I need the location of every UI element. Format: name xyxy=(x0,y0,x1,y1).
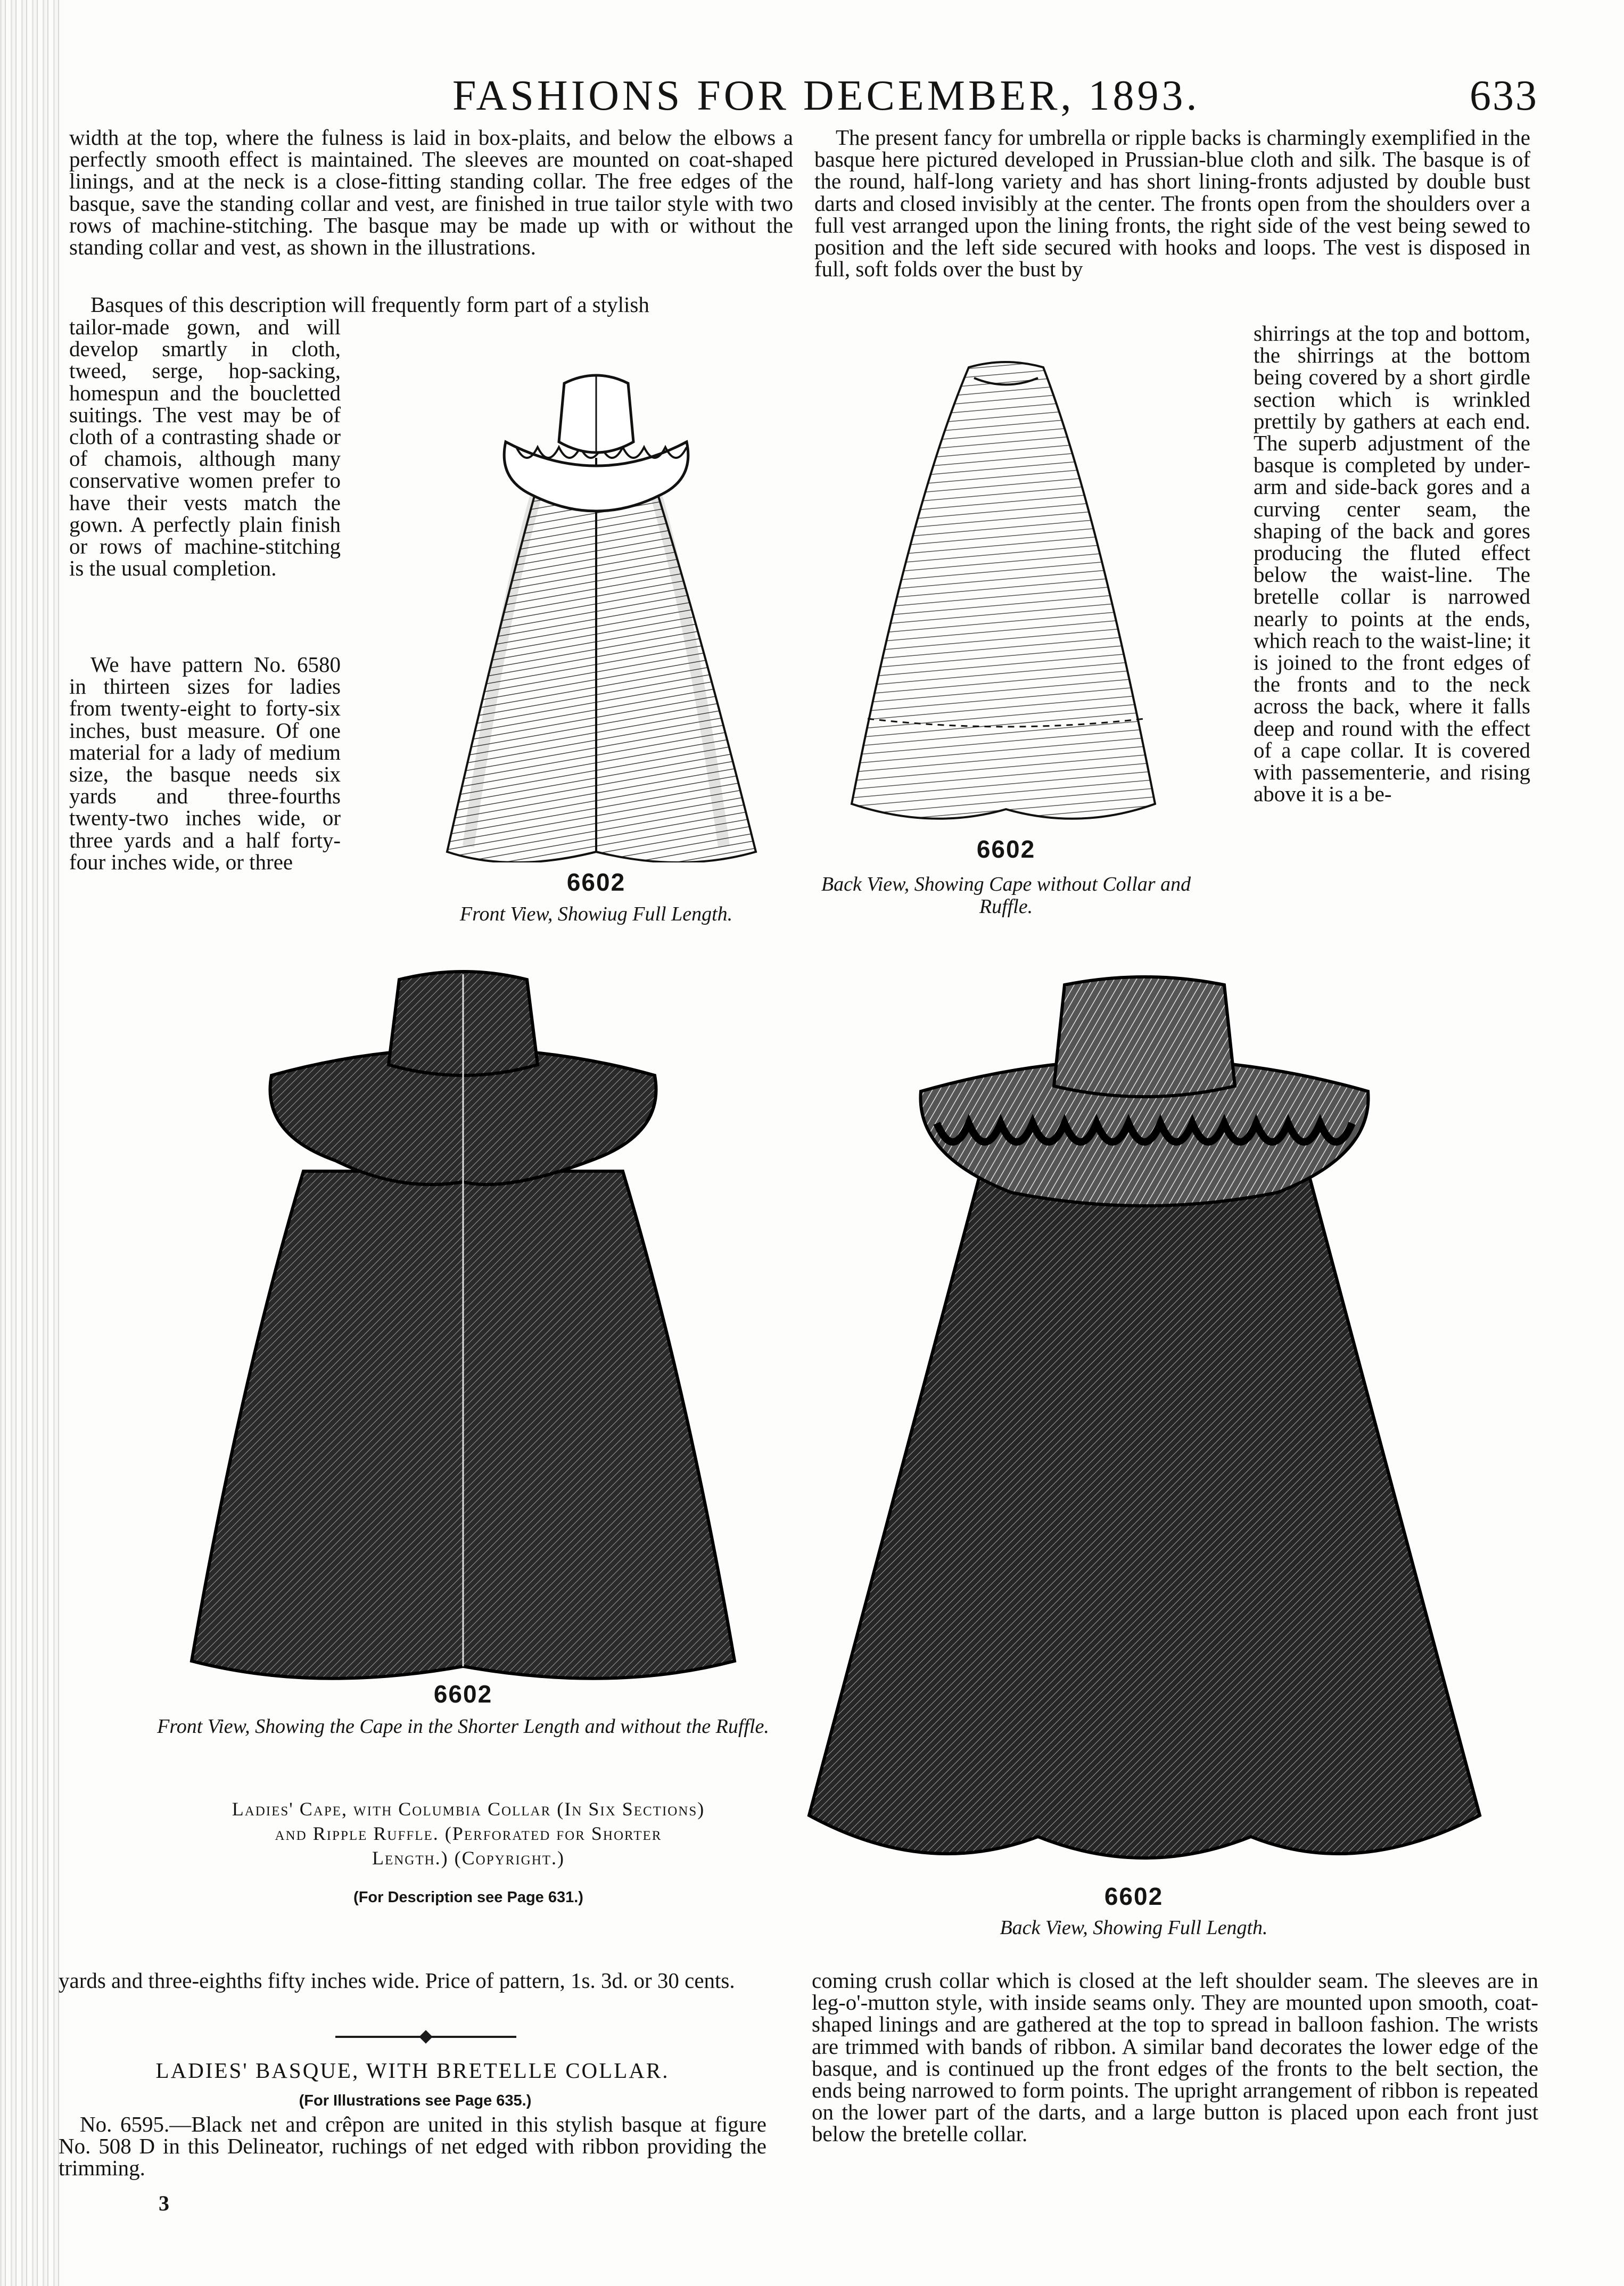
page-header xyxy=(452,72,1538,122)
left-paragraph-2-intro: Basques of this description will frequently form part of a stylish xyxy=(90,292,649,317)
section-divider-ornament xyxy=(419,2030,432,2043)
figure-3-number: 6602 xyxy=(433,1680,493,1708)
cape-title-line-3: Length.) (Copyright.) xyxy=(372,1847,565,1869)
basque-illustrations-reference: (For Illustrations see Page 635.) xyxy=(299,2092,532,2109)
right-paragraph-1: The present fancy for umbrella or ripple backs is charmingly exemplified in the basque here pictured developed in Prussian-blue cloth and silk. The basque is of the round, half-long variety and has short lining-fronts adjusted by double bust darts and closed invisibly at the center. The fronts open from the shoulders over a full vest arranged upon the lining fronts, the right side of the vest being sewed to position and the left side secured with hooks and loops. The vest is disposed in full, soft folds over the bust by xyxy=(814,125,1530,282)
cape-back-full-illustration xyxy=(798,964,1490,1943)
left-paragraph-3: We have pattern No. 6580 in thirteen sizes for ladies from twenty-eight to forty-six inches, bust measure. Of one material for a lady of medium size, the basque needs six yards and three-fourths twenty-two inches wide, or three yards and a half forty-four inches wide, or three xyxy=(69,652,341,874)
cape-description-reference: (For Description see Page 631.) xyxy=(353,1889,583,1906)
cape-back-no-collar-illustration xyxy=(830,346,1182,836)
figure-4-number: 6602 xyxy=(1104,1882,1164,1910)
left-paragraph-1: width at the top, where the fulness is laid in box-plaits, and below the elbows a perfectly smooth effect is maintained. The sleeves are mounted on coat-shaped linings, and at the neck is a close-fitting standing collar. The free edges of the basque, save the standing collar and vest, are finished in true tailor style with two rows of machine-stitching. The basque may be made up with or without the standing collar and vest, as shown in the illustrations. xyxy=(69,125,793,260)
basque-section-title: LADIES' BASQUE, WITH BRETELLE COLLAR. xyxy=(155,2058,670,2083)
figure-3-caption: Front View, Showing the Cape in the Shorter Length and without the Ruffle. xyxy=(157,1715,769,1738)
figure-1-number: 6602 xyxy=(566,868,626,896)
cape-front-full-illustration xyxy=(405,319,788,862)
page-number: 633 xyxy=(1470,72,1538,119)
left-paragraph-2-rest: tailor-made gown, and will develop smartly in cloth, tweed, serge, hop-sacking, homespun and the boucletted suitings. The vest may be of cloth of a contrasting shade or of chamois, although many conservative women prefer to have their vests match the gown. A perfectly plain finish or rows of machine-stitching is the usual completion. xyxy=(69,315,341,581)
figure-2-caption: Back View, Showing Cape without Collar and Ruffle. xyxy=(821,873,1191,918)
cape-title-line-1: Ladies' Cape, with Columbia Collar (In Six Sections) xyxy=(232,1798,705,1820)
page-title: FASHIONS FOR DECEMBER, 1893. xyxy=(452,72,1200,119)
right-bottom-paragraph: coming crush collar which is closed at the left shoulder seam. The sleeves are in leg-o'-mutton style, with inside seams only. They are mounted upon smooth, coat-shaped linings and are gathered at the top to spread in balloon fashion. The wrists are trimmed with bands of ribbon. A similar band decorates the lower edge of the basque, and is continued up the front edges of the fronts to the belt section, the ends being narrowed to form points. The upright arrangement of ribbon is repeated on the lower part of the darts, and a large button is placed upon each front just below the bretelle collar. xyxy=(812,1968,1538,2147)
folio-signature: 3 xyxy=(159,2191,169,2215)
figure-4-caption: Back View, Showing Full Length. xyxy=(1000,1917,1268,1939)
cape-front-short-illustration xyxy=(176,958,751,1682)
right-paragraph-1-continued: shirrings at the top and bottom, the shirrings at the bottom being covered by a short girdle section which is wrinkled prettily by gathers at each end. The superb adjustment of the basque is completed by under-arm and side-back gores and a curving center seam, the shaping of the back and gores producing the fluted effect below the waist-line. The bretelle collar is narrowed nearly to points at the ends, which reach to the waist-line; it is joined to the front edges of the fronts and to the neck across the back, where it falls deep and round with the effect of a cape collar. It is covered with passementerie, and rising above it is a be- xyxy=(1254,321,1530,807)
cape-title-line-2: and Ripple Ruffle. (Perforated for Shorter xyxy=(275,1823,662,1844)
scan-edge-shading xyxy=(0,0,64,2286)
left-continuation-paragraph: yards and three-eighths fifty inches wide. Price of pattern, 1s. 3d. or 30 cents. xyxy=(59,1968,735,1993)
figure-2-number: 6602 xyxy=(976,835,1036,863)
cape-pattern-title xyxy=(117,1797,820,1870)
basque-paragraph: No. 6595.—Black net and crêpon are united in this stylish basque at figure No. 508 D in this Delineator, ruchings of net edged with ribbon providing the trimming. xyxy=(59,2112,766,2181)
figure-1-caption: Front View, Showiug Full Length. xyxy=(459,903,733,925)
